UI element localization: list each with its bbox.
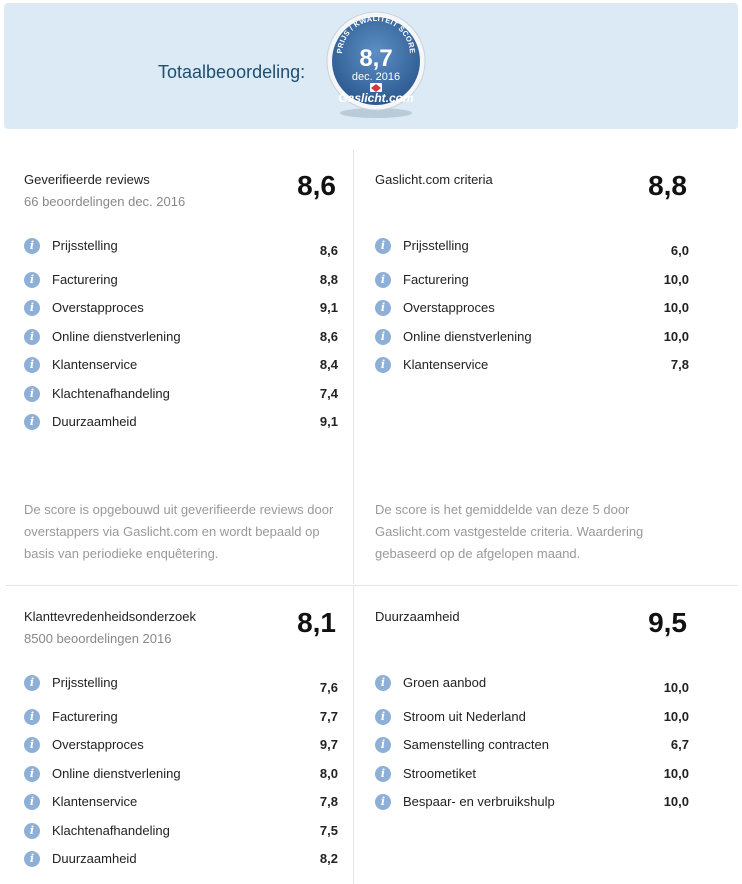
criteria-row	[24, 357, 338, 379]
criteria-row	[375, 766, 689, 788]
criteria-row	[24, 794, 338, 816]
info-icon[interactable]: i	[24, 823, 40, 839]
criteria-value: 9,1	[319, 300, 338, 315]
panel-title: Geverifieerde reviews	[24, 172, 150, 187]
criteria-row	[375, 272, 689, 294]
criteria-row	[24, 272, 338, 294]
info-icon[interactable]: i	[375, 272, 391, 288]
criteria-label: Klantenservice	[403, 357, 489, 372]
criteria-value: 9,1	[319, 414, 338, 429]
gaslicht-score-badge	[326, 9, 426, 121]
criteria-row	[24, 851, 338, 873]
criteria-label: Online dienstverlening	[52, 766, 181, 781]
criteria-value: 7,7	[319, 709, 338, 724]
criteria-label: Stroom uit Nederland	[403, 709, 526, 724]
badge-arc-text: PRIJS / KWALITEIT SCORE	[334, 13, 418, 55]
criteria-value: 7,8	[670, 357, 689, 372]
criteria-value: 8,2	[319, 851, 338, 866]
panel-subtitle: 8500 beoordelingen 2016	[24, 631, 172, 646]
criteria-value: 7,4	[319, 386, 338, 401]
criteria-label: Overstapproces	[52, 737, 144, 752]
criteria-value: 8,6	[319, 243, 338, 258]
criteria-label: Klantenservice	[52, 357, 138, 372]
info-icon[interactable]: i	[24, 272, 40, 288]
criteria-value: 6,0	[670, 243, 689, 258]
criteria-value: 8,4	[319, 357, 338, 372]
criteria-value: 7,6	[319, 680, 338, 695]
criteria-label: Prijsstelling	[52, 238, 118, 253]
section-divider	[6, 585, 738, 586]
criteria-label: Facturering	[52, 272, 118, 287]
info-icon[interactable]: i	[24, 675, 40, 691]
criteria-label: Online dienstverlening	[52, 329, 181, 344]
criteria-value: 10,0	[663, 680, 689, 695]
criteria-row	[375, 737, 689, 759]
info-icon[interactable]: i	[375, 794, 391, 810]
criteria-row	[375, 709, 689, 731]
criteria-label: Prijsstelling	[403, 238, 469, 253]
info-icon[interactable]: i	[24, 300, 40, 316]
criteria-label: Stroometiket	[403, 766, 476, 781]
info-icon[interactable]: i	[375, 766, 391, 782]
criteria-row	[24, 300, 338, 322]
criteria-label: Overstapproces	[403, 300, 495, 315]
criteria-row	[375, 357, 689, 379]
criteria-value: 6,7	[670, 737, 689, 752]
criteria-row	[24, 823, 338, 845]
criteria-value: 10,0	[663, 709, 689, 724]
criteria-label: Duurzaamheid	[52, 851, 137, 866]
criteria-label: Bespaar- en verbruikshulp	[403, 794, 555, 809]
info-icon[interactable]: i	[24, 238, 40, 254]
criteria-value: 10,0	[663, 766, 689, 781]
criteria-label: Prijsstelling	[52, 675, 118, 690]
criteria-value: 7,8	[319, 794, 338, 809]
criteria-row	[375, 329, 689, 351]
panel-title: Klanttevredenheidsonderzoek	[24, 609, 197, 624]
info-icon[interactable]: i	[24, 414, 40, 430]
score-header	[4, 3, 738, 129]
criteria-value: 9,7	[319, 737, 338, 752]
criteria-row	[24, 737, 338, 759]
info-icon[interactable]: i	[24, 709, 40, 725]
badge-date: dec. 2016	[351, 71, 401, 83]
criteria-label: Facturering	[403, 272, 469, 287]
criteria-value: 8,8	[319, 272, 338, 287]
criteria-row	[375, 300, 689, 322]
column-divider-bottom	[353, 586, 354, 884]
panel-score: 8,6	[297, 170, 336, 201]
criteria-label: Online dienstverlening	[403, 329, 532, 344]
criteria-value: 7,5	[319, 823, 338, 838]
info-icon[interactable]: i	[24, 794, 40, 810]
criteria-value: 8,0	[319, 766, 338, 781]
criteria-row	[24, 386, 338, 408]
badge-brand: Gaslicht.com	[338, 91, 414, 105]
info-icon[interactable]: i	[375, 737, 391, 753]
info-icon[interactable]: i	[375, 357, 391, 373]
panel-score: 9,5	[648, 607, 687, 638]
criteria-row	[24, 238, 338, 260]
panel-description: De score is opgebouwd uit geverifieerde reviews door overstappers via Gaslicht.com en wordt bepaald op basis van periodieke enquêtering.	[24, 502, 334, 561]
info-icon[interactable]: i	[24, 386, 40, 402]
criteria-row	[24, 329, 338, 351]
criteria-row	[24, 414, 338, 436]
info-icon[interactable]: i	[24, 851, 40, 867]
criteria-value: 10,0	[663, 272, 689, 287]
criteria-label: Klachtenafhandeling	[52, 823, 170, 838]
info-icon[interactable]: i	[24, 737, 40, 753]
criteria-value: 10,0	[663, 300, 689, 315]
criteria-label: Duurzaamheid	[52, 414, 137, 429]
criteria-row	[375, 238, 689, 260]
panel-title: Gaslicht.com criteria	[375, 172, 493, 187]
criteria-row	[375, 794, 689, 816]
info-icon[interactable]: i	[375, 300, 391, 316]
panel-score: 8,8	[648, 170, 687, 201]
criteria-value: 8,6	[319, 329, 338, 344]
criteria-value: 10,0	[663, 329, 689, 344]
criteria-row	[24, 766, 338, 788]
criteria-label: Overstapproces	[52, 300, 144, 315]
panel-subtitle: 66 beoordelingen dec. 2016	[24, 194, 186, 209]
panel-score: 8,1	[297, 607, 336, 638]
info-icon[interactable]: i	[375, 675, 391, 691]
info-icon[interactable]: i	[375, 329, 391, 345]
criteria-value: 10,0	[663, 794, 689, 809]
criteria-row	[24, 675, 338, 697]
criteria-label: Klachtenafhandeling	[52, 386, 170, 401]
info-icon[interactable]: i	[24, 357, 40, 373]
criteria-row	[375, 675, 689, 697]
badge-score: 8,7	[359, 45, 393, 72]
criteria-label: Klantenservice	[52, 794, 138, 809]
column-divider-top	[353, 150, 354, 584]
info-icon[interactable]: i	[24, 766, 40, 782]
criteria-label: Facturering	[52, 709, 118, 724]
info-icon[interactable]: i	[375, 709, 391, 725]
panel-description: De score is het gemiddelde van deze 5 door Gaslicht.com vastgestelde criteria. Waardering gebaseerd op de afgelopen maand.	[375, 502, 644, 561]
criteria-label: Groen aanbod	[403, 675, 487, 690]
info-icon[interactable]: i	[24, 329, 40, 345]
total-rating-label: Totaalbeoordeling:	[158, 62, 306, 82]
panel-title: Duurzaamheid	[375, 609, 460, 624]
criteria-label: Samenstelling contracten	[403, 737, 549, 752]
info-icon[interactable]: i	[375, 238, 391, 254]
criteria-row	[24, 709, 338, 731]
